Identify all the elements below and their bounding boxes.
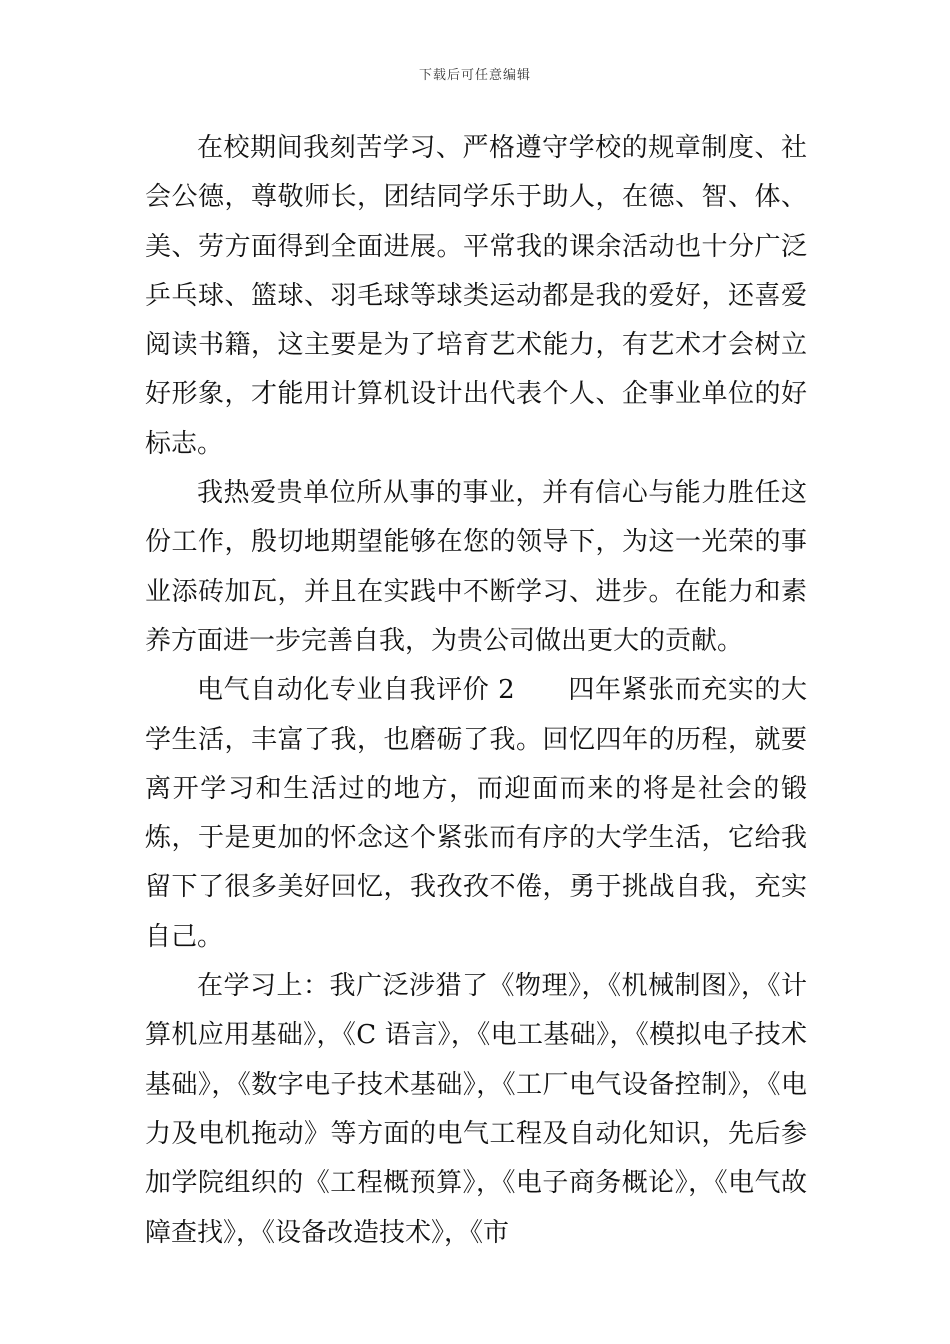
- paragraph-1: 在校期间我刻苦学习、严格遵守学校的规章制度、社会公德，尊敬师长，团结同学乐于助人，在德、智、体、美、劳方面得到全面进展。平常我的课余活动也十分广泛乒乓球、篮球、羽毛球等球类运动都是我的爱好，还喜爱阅读书籍，这主要是为了培育艺术能力，有艺术才会树立好形象，才能用计算机设计出代表个人、企事业单位的好标志。: [145, 133, 807, 459]
- page-header-note: 下载后可任意编辑: [418, 68, 531, 83]
- paragraph-3: 电气自动化专业自我评价 2 四年紧张而充实的大学生活，丰富了我，也磨砺了我。回忆四年的历程，就要离开学习和生活过的地方，而迎面而来的将是社会的锻炼，于是更加的怀念这个紧张而有序的大学生活，它给我留下了很多美好回忆，我孜孜不倦，勇于挑战自我，充实自己。: [145, 675, 807, 952]
- paragraph-2: 我热爱贵单位所从事的事业，并有信心与能力胜任这份工作，殷切地期望能够在您的领导下，为这一光荣的事业添砖加瓦，并且在实践中不断学习、进步。在能力和素养方面进一步完善自我，为贵公司做出更大的贡献。: [145, 478, 807, 656]
- document-body: [145, 124, 807, 1258]
- paragraph-4: 在学习上：我广泛涉猎了《物理》，《机械制图》，《计算机应用基础》，《C 语言》，《电工基础》，《模拟电子技术基础》，《数字电子技术基础》，《工厂电气设备控制》，《电力及电机拖动》等方面的电气工程及自动化知识，先后参加学院组织的《工程概预算》，《电子商务概论》，《电气故障查找》，《设备改造技术》，《市: [145, 971, 807, 1248]
